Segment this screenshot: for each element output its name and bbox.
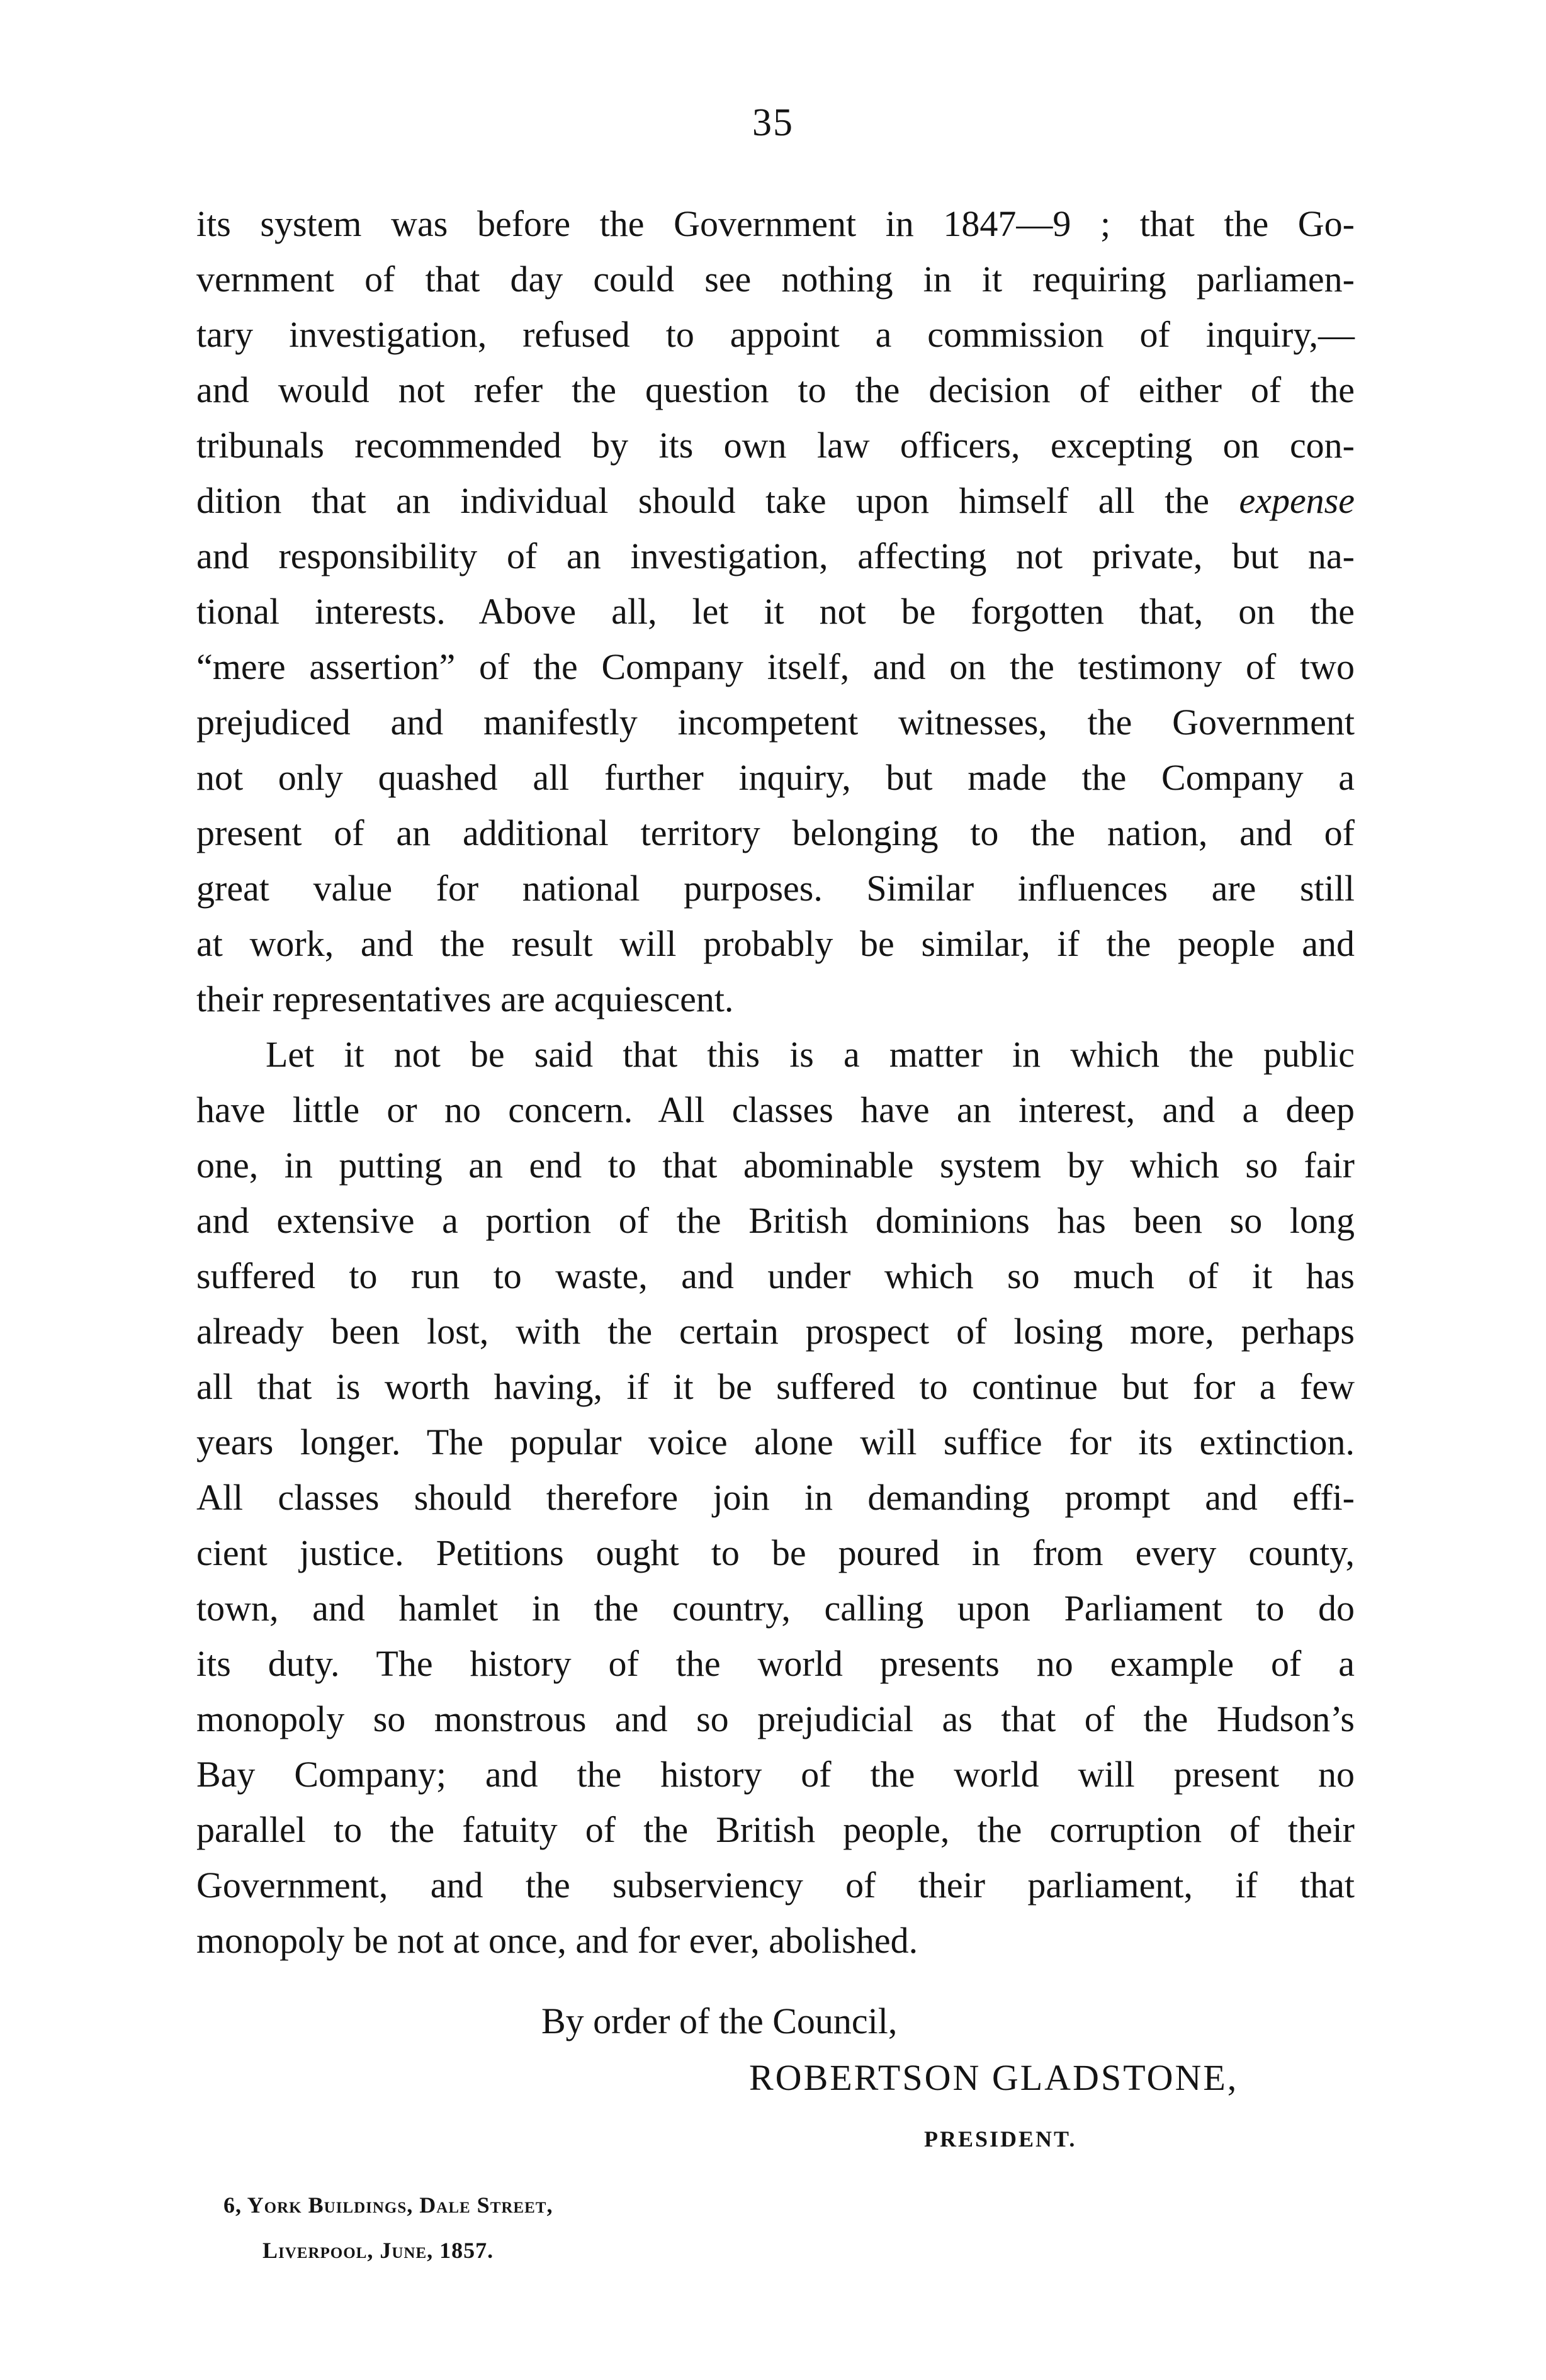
text-line: its duty. The history of the world presents no example of a xyxy=(196,1643,1355,1684)
text-line: present of an additional territory belonging to the nation, and of xyxy=(196,812,1355,853)
text-line: monopoly so monstrous and so prejudicial as that of the Hudson’s xyxy=(196,1698,1355,1739)
text-line: not only quashed all further inquiry, but made the Company a xyxy=(196,757,1355,798)
text-line: parallel to the fatuity of the British people, the corruption of their xyxy=(196,1809,1355,1850)
text-line: tribunals recommended by its own law officers, excepting on con- xyxy=(196,425,1355,466)
text-line: all that is worth having, if it be suffered to continue but for a few xyxy=(196,1366,1355,1407)
text-line: have little or no concern. All classes have an interest, and a deep xyxy=(196,1089,1355,1130)
signoff: By order of the Council, xyxy=(541,2001,898,2041)
text-line: town, and hamlet in the country, calling upon Parliament to do xyxy=(196,1588,1355,1629)
text-line: one, in putting an end to that abominable system by which so fair xyxy=(196,1145,1355,1186)
text-line: Bay Company; and the history of the world will present no xyxy=(196,1754,1355,1795)
text-line: monopoly be not at once, and for ever, abolished. xyxy=(196,1920,918,1961)
italic-word: expense xyxy=(1239,480,1355,521)
text-line: tional interests. Above all, let it not be forgotten that, on the xyxy=(196,591,1355,632)
address-block xyxy=(223,2182,553,2273)
signature-title: PRESIDENT. xyxy=(924,2126,1077,2152)
text-line: vernment of that day could see nothing in it requiring parliamen- xyxy=(196,259,1355,300)
text-line-with-italic xyxy=(196,473,1355,529)
text-line: prejudiced and manifestly incompetent witnesses, the Government xyxy=(196,702,1355,743)
text-line: suffered to run to waste, and under which so much of it has xyxy=(196,1255,1355,1296)
text-line: at work, and the result will probably be similar, if the people and xyxy=(196,923,1355,964)
text-line: and extensive a portion of the British dominions has been so long xyxy=(196,1200,1355,1241)
text-line: great value for national purposes. Similar influences are still xyxy=(196,868,1355,909)
text-line: Government, and the subserviency of their parliament, if that xyxy=(196,1865,1355,1906)
text-line: All classes should therefore join in demanding prompt and effi- xyxy=(196,1477,1355,1518)
text-line: its system was before the Government in 1847—9 ; that the Go- xyxy=(196,203,1355,244)
text-line: their representatives are acquiescent. xyxy=(196,979,734,1019)
text-line: tary investigation, refused to appoint a commission of inquiry,— xyxy=(196,314,1355,355)
text-line: cient justice. Petitions ought to be poured in from every county, xyxy=(196,1532,1355,1573)
text-line: “mere assertion” of the Company itself, and on the testimony of two xyxy=(196,646,1355,687)
text-segment: dition that an individual should take upon himself all the xyxy=(196,480,1239,521)
body-text xyxy=(196,196,1355,1968)
text-line: already been lost, with the certain prospect of losing more, perhaps xyxy=(196,1311,1355,1352)
address-line: Liverpool, June, 1857. xyxy=(262,2238,494,2263)
text-line: and would not refer the question to the decision of either of the xyxy=(196,369,1355,410)
paragraph-start-line: Let it not be said that this is a matter in which the public xyxy=(266,1034,1355,1075)
address-line: 6, York Buildings, Dale Street, xyxy=(223,2192,553,2218)
text-line: years longer. The popular voice alone will suffice for its extinction. xyxy=(196,1422,1355,1462)
signature-name: ROBERTSON GLADSTONE, xyxy=(749,2057,1239,2098)
text-line: and responsibility of an investigation, affecting not private, but na- xyxy=(196,536,1355,576)
page-number: 35 xyxy=(752,101,794,144)
